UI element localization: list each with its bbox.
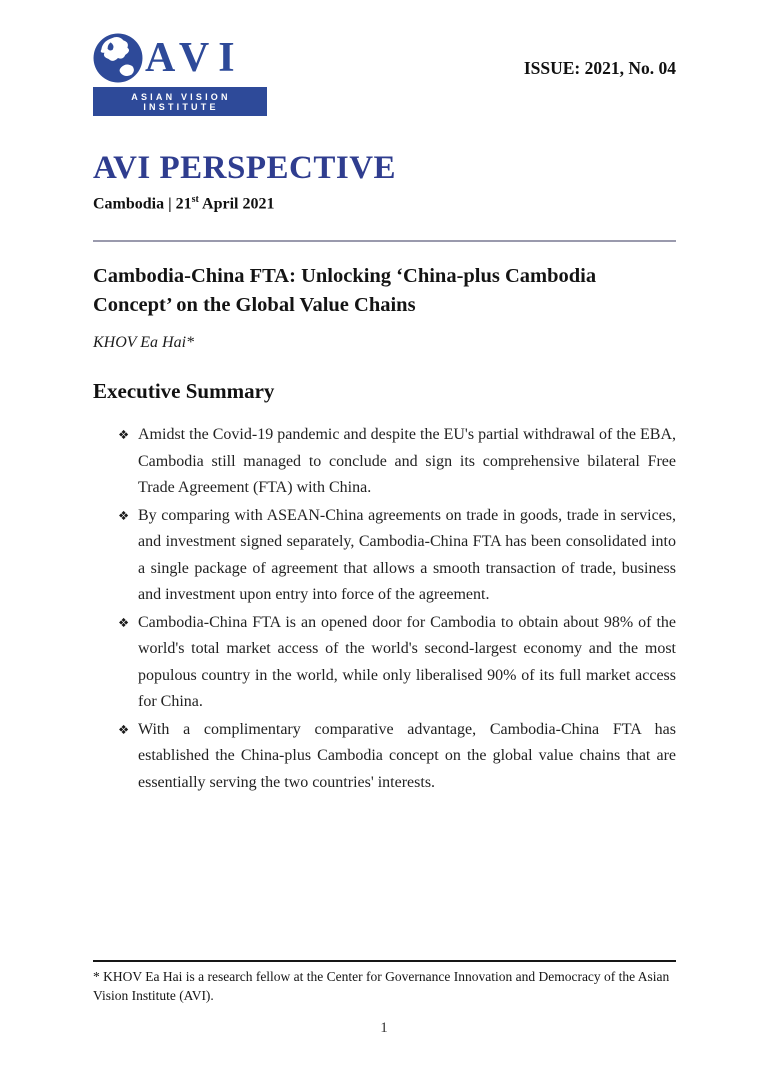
bullet-text: Amidst the Covid-19 pandemic and despite the EU's partial withdrawal of the EBA, Cambodia still managed to conclude and sign its comprehensive bilateral Free Trade Agreement (FTA) with China. [138,426,676,497]
section-heading: Executive Summary [93,379,275,404]
article-title [93,262,676,320]
issue-label: ISSUE: 2021, No. 04 [523,58,676,78]
logo-tagline: ASIAN VISION INSTITUTE [93,87,267,116]
footnote-text: * KHOV Ea Hai is a research fellow at the Center for Governance Innovation and Democracy of the Asian Vision Institute (AVI). [93,969,670,1003]
diamond-bullet-icon: ❖ [118,427,130,443]
footnote-section [93,960,676,1005]
page-number: 1 [380,1020,388,1036]
list-item [118,717,676,797]
list-item [118,503,676,609]
dateline-suffix: April 2021 [198,195,275,213]
author-byline: KHOV Ea Hai* [93,334,195,352]
dateline [93,194,676,213]
avi-logo [93,33,267,116]
bullet-text: With a complimentary comparative advantage, Cambodia-China FTA has established the China-plus Cambodia concept on the global value chains that are essentially serving the two countries' interests. [138,720,676,791]
dateline-ordinal: st [191,194,199,205]
executive-summary-list [93,422,676,796]
diamond-bullet-icon: ❖ [118,507,130,523]
list-item [118,610,676,716]
list-item [118,422,676,502]
logo-acronym-text: AVI [145,35,244,81]
dateline-prefix: Cambodia | 21 [93,195,192,213]
header-divider [93,240,676,242]
diamond-bullet-icon: ❖ [118,721,130,737]
article-title-line-1: Cambodia-China FTA: Unlocking ‘China-plus Cambodia [93,265,597,288]
bullet-text: Cambodia-China FTA is an opened door for Cambodia to obtain about 98% of the world's total market access of the world's second-largest economy and the most populous country in the world, while only liberalised 90% of its full market access for China. [138,613,676,711]
masthead-title: AVI PERSPECTIVE [93,150,397,186]
page-header [93,33,676,116]
avi-logo-top [93,33,267,83]
globe-icon [93,33,143,83]
article-title-line-2: Concept’ on the Global Value Chains [93,294,416,317]
diamond-bullet-icon: ❖ [118,614,130,630]
bullet-text: By comparing with ASEAN-China agreements on trade in goods, trade in services, and investment signed separately, Cambodia-China FTA has been consolidated into a single package of agreement that allows a smooth transaction of trade, business and investment upon entry into force of the agreement. [138,506,676,604]
